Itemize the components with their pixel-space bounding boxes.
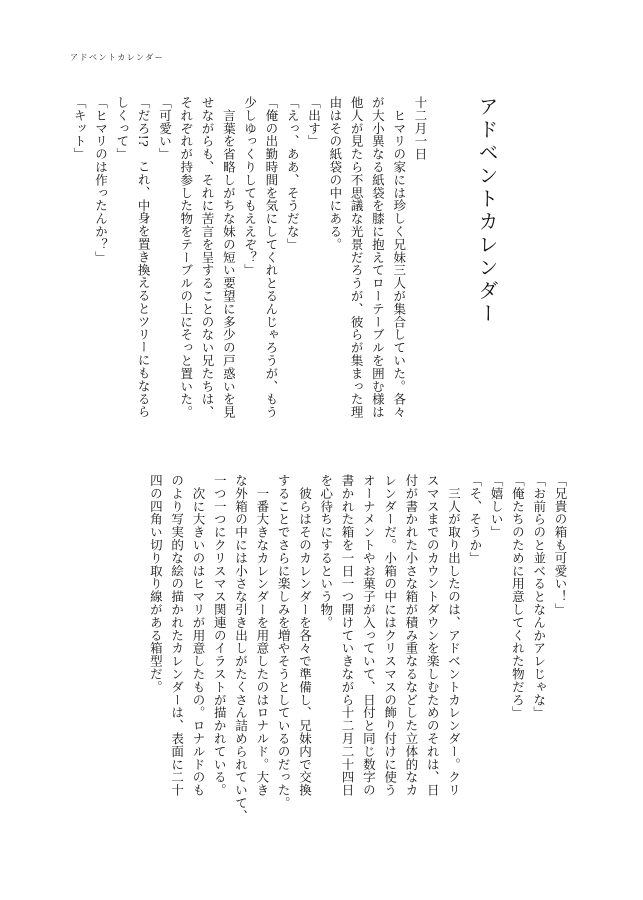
text-line: 彼らはそのカレンダーを各々で準備し、兄妹内で交換 xyxy=(297,474,313,797)
text-line: が大小異なる紙袋を膝に抱えてローテーブルを囲む様は xyxy=(370,96,386,419)
text-line: しくって」 xyxy=(114,96,130,161)
chapter-title: アドベントカレンダー xyxy=(475,96,499,326)
text-line: 四の四角い切り取り線がある箱型だ。 xyxy=(148,474,164,694)
text-line: スマスまでのカウントダウンを楽しむためのそれは、日 xyxy=(425,474,441,797)
text-line: ヒマリの家には珍しく兄妹三人が集合していた。各々 xyxy=(391,96,407,419)
text-line: することでさらに楽しみを増やそうとしているのだった。 xyxy=(276,474,292,810)
text-line: 一つ一つにクリスマス関連のイラストが描かれている。 xyxy=(212,474,228,797)
upper-text-block xyxy=(72,96,431,456)
text-line: 「可愛い」 xyxy=(157,96,173,161)
text-line: のより写実的な絵の描かれたカレンダーは、表面に二十 xyxy=(169,474,185,797)
text-line: を心待ちにするという物。 xyxy=(318,474,334,629)
text-line: 「兄貴の箱も可愛い！」 xyxy=(553,474,568,616)
text-line: 一番大きなカレンダーを用意したのはロナルド。大き xyxy=(254,474,270,797)
running-head: アドベントカレンダー xyxy=(70,53,165,62)
text-line: 「えっ、ああ、そうだな」 xyxy=(285,96,301,251)
text-line: 「出す」 xyxy=(306,96,322,148)
text-line: 「俺の出勤時間を気にしてくれとるんじゃろうが、もう xyxy=(263,96,279,419)
text-line: な外箱の中には小さな引き出しがたくさん詰められていて、 xyxy=(233,474,249,823)
text-line: 言葉を省略しがちな妹の短い要望に多少の戸惑いを見 xyxy=(221,96,237,419)
text-line: 「お前らのと並べるとなんかアレじゃな」 xyxy=(531,474,547,720)
text-line: 「嬉しい」 xyxy=(489,474,505,539)
text-line: 「そ、そうか」 xyxy=(467,474,483,565)
text-line: オーナメントやお菓子が入っていて、日付と同じ数字の xyxy=(361,474,377,797)
text-line: 書かれた箱を一日一つ開けていきながら十二月二十四日 xyxy=(340,474,356,797)
text-line: 由はその紙袋の中にある。 xyxy=(327,96,343,251)
text-line: 少しゆっくりしてもええぞ？」 xyxy=(242,96,258,277)
text-line: 三人が取り出したのは、アドベントカレンダー。クリ xyxy=(446,474,462,797)
text-line: 十二月一日 xyxy=(413,96,428,161)
lower-text-block xyxy=(69,474,571,834)
text-line: 「キット」 xyxy=(72,96,88,161)
text-line: せながらも、それに苦言を呈することのない兄たちは、 xyxy=(200,96,216,419)
text-line: 「俺たちのために用意してくれた物だろ」 xyxy=(510,474,526,720)
text-line: レンダーだ。小箱の中にはクリスマスの飾り付けに使う xyxy=(382,474,398,797)
text-line: それぞれが持参した物をテーブルの上にそっと置いた。 xyxy=(178,96,194,419)
text-line: 「ヒマリのは作ったんか？」 xyxy=(93,96,109,264)
text-line: 他人が見たら不思議な光景だろうが、彼らが集まった理 xyxy=(349,96,365,419)
text-line: 「だろ!? これ、中身を置き換えるとツリーにもなるら xyxy=(136,96,152,419)
text-line: 次に大きいのはヒマリが用意したもの。ロナルドのも xyxy=(190,474,206,797)
text-line: 付が書かれた小さな箱が積み重なるなどした立体的なカ xyxy=(403,474,419,797)
